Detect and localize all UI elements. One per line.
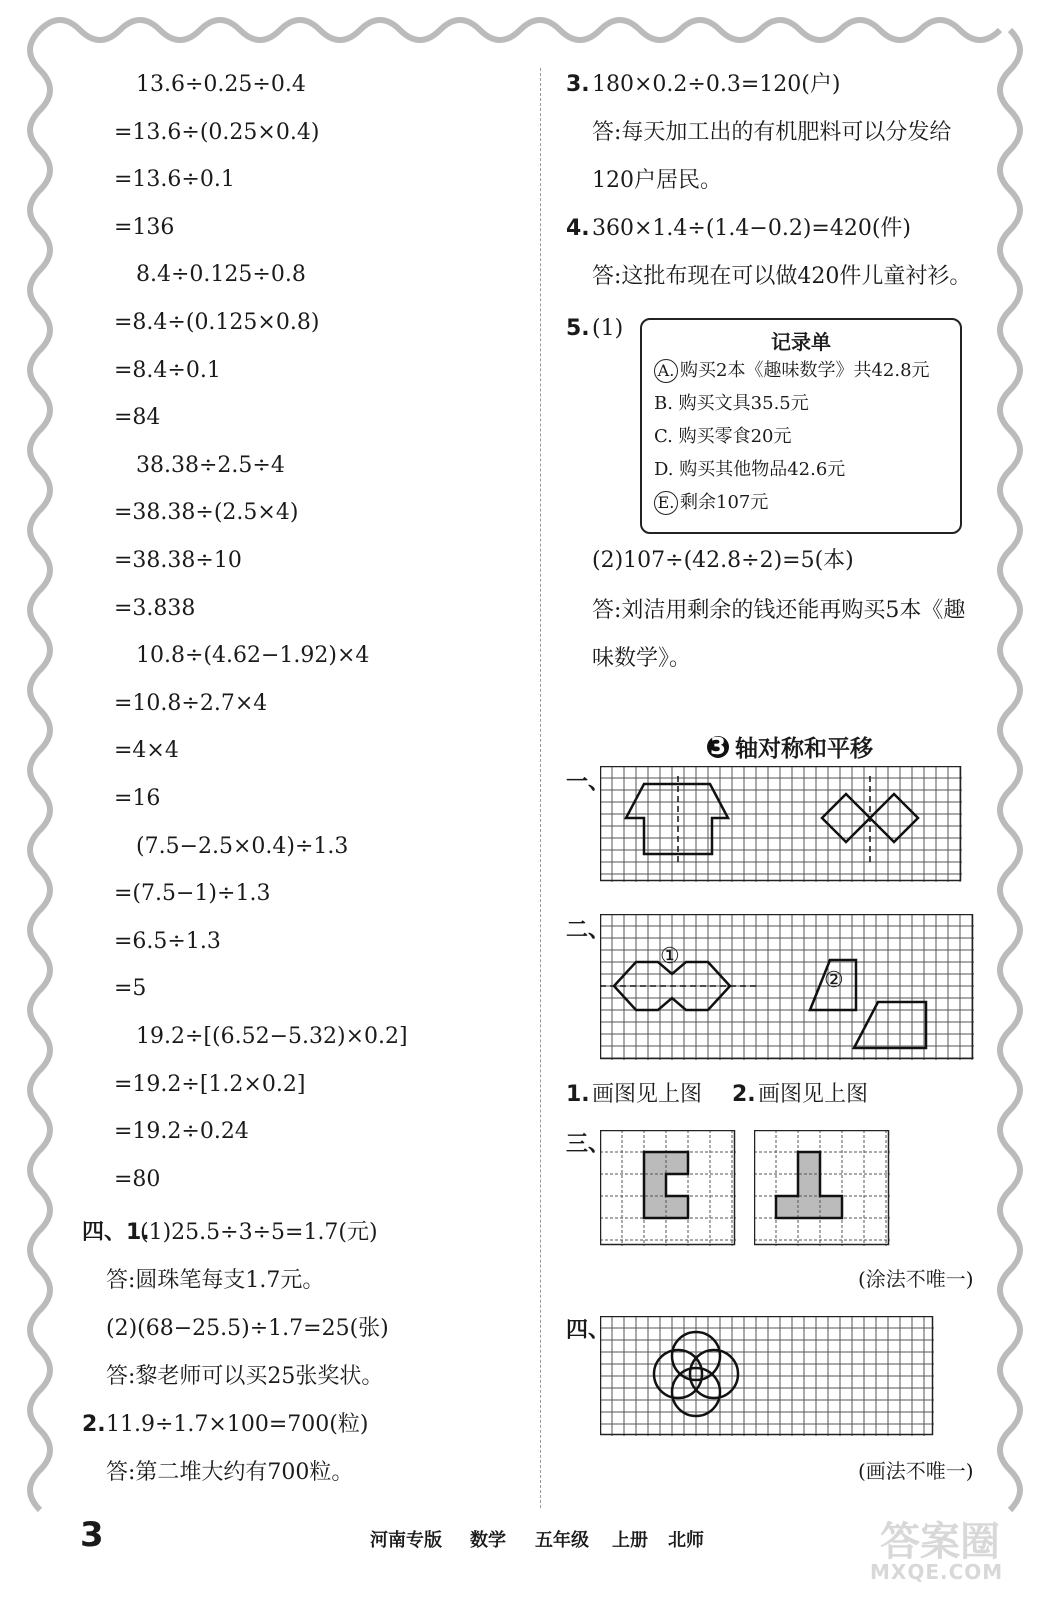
q4r: 360×1.4÷(1.4−0.2)=420(件) [592,216,912,241]
q5-part2-answer-line2: 味数学》。 [592,646,692,671]
q3-number: 3. [566,72,590,97]
calc-line: =13.6÷0.1 [114,167,235,192]
calc-line: =5 [114,976,147,1001]
grid-problem-3a [600,1130,736,1246]
q4-2: 11.9÷1.7×100=700(粒) [106,1412,369,1437]
footer-subject: 数学 [470,1530,506,1551]
calc-line: =10.8÷2.7×4 [114,691,268,716]
q4-1b: (2)(68−25.5)÷1.7=25(张) [106,1316,389,1341]
section-badge: 3 [707,736,729,758]
q3-answer-line2: 120户居民。 [592,168,722,193]
calc-line: =8.4÷0.1 [114,358,221,383]
section-heading [0,730,1060,763]
record-item-b: B. 购买文具35.5元 [654,393,809,414]
problem-1-label: 一、 [566,770,611,795]
calc-line: =38.38÷(2.5×4) [114,500,299,525]
record-item-e: E. 剩余107元 [654,490,768,516]
grid-problem-1 [600,766,962,882]
calc-line: =4×4 [114,738,179,763]
footer-edition: 河南专版 [370,1530,442,1551]
trapezoid-translated [854,1002,926,1048]
footer-volume: 上册 [612,1530,648,1551]
column-divider [540,68,541,1508]
calc-line: =(7.5−1)÷1.3 [114,881,271,906]
mark-2: ② [824,968,844,993]
problem-4-label: 四、 [566,1318,611,1343]
q3: 180×0.2÷0.3=120(户) [592,72,841,97]
calc-line: =84 [114,405,161,430]
calc-line: 13.6÷0.25÷0.4 [136,72,306,97]
q4-label: 四、1. [82,1220,150,1245]
note-2: 画图见上图 [758,1082,869,1107]
calc-line: 8.4÷0.125÷0.8 [136,262,306,287]
record-item-c: C. 购买零食20元 [654,426,792,447]
circle-a: A. [654,359,678,383]
calc-line: (7.5−2.5×0.4)÷1.3 [136,834,349,859]
calc-line: =38.38÷10 [114,548,242,573]
calc-line: =80 [114,1167,161,1192]
q5-part2-answer-line1: 答:刘洁用剩余的钱还能再购买5本《趣 [592,598,966,623]
section-title: 轴对称和平移 [735,736,873,762]
q4-2-number: 2. [82,1412,106,1437]
footer-grade: 五年级 [535,1530,589,1551]
note-1-number: 1. [566,1082,590,1107]
page-number: 3 [80,1515,104,1555]
q5-part1: (1) [592,316,624,341]
q4r-answer: 答:这批布现在可以做420件儿童衬衫。 [592,264,972,289]
problem-3-label: 三、 [566,1132,611,1157]
calc-line: =8.4÷(0.125×0.8) [114,310,320,335]
q4-2-answer: 答:第二堆大约有700粒。 [106,1460,354,1485]
grid-problem-4 [600,1316,934,1436]
record-item-a: A. 购买2本《趣味数学》共42.8元 [654,358,930,384]
record-sheet [640,318,962,534]
q4-1a: (1)25.5÷3÷5=1.7(元) [140,1220,378,1245]
watermark-logo: 答案圈 [880,1519,1000,1565]
q3-answer-line1: 答:每天加工出的有机肥料可以分发给 [592,120,952,145]
record-title: 记录单 [771,330,831,354]
problem-4-note: (画法不唯一) [858,1459,974,1483]
q4-1a-answer: 答:圆珠笔每支1.7元。 [106,1268,325,1293]
q5-number: 5. [566,316,590,341]
calc-line: =3.838 [114,596,196,621]
mark-1: ① [660,944,680,969]
note-1: 画图见上图 [592,1082,703,1107]
record-item-d: D. 购买其他物品42.6元 [654,459,846,480]
watermark-url: MXQE.COM [870,1560,1004,1584]
calc-line: 10.8÷(4.62−1.92)×4 [136,643,370,668]
grid-problem-3b [754,1130,890,1246]
q4r-number: 4. [566,216,590,241]
house-figure [626,784,728,854]
calc-line: =19.2÷[1.2×0.2] [114,1072,306,1097]
calc-line: 19.2÷[(6.52−5.32)×0.2] [136,1024,408,1049]
note-2-number: 2. [732,1082,756,1107]
calc-line: 38.38÷2.5÷4 [136,453,285,478]
footer-publisher: 北师 [668,1530,704,1551]
q5-part2: (2)107÷(42.8÷2)=5(本) [592,548,854,573]
circle-e: E. [654,491,678,515]
calc-line: =16 [114,786,161,811]
calc-line: =19.2÷0.24 [114,1119,249,1144]
grid-problem-2 [600,914,974,1060]
calc-line: =13.6÷(0.25×0.4) [114,120,320,145]
q4-1b-answer: 答:黎老师可以买25张奖状。 [106,1364,384,1389]
calc-line: =136 [114,215,175,240]
calc-line: =6.5÷1.3 [114,929,221,954]
problem-2-label: 二、 [566,918,611,943]
problem-3-note: (涂法不唯一) [858,1267,974,1291]
